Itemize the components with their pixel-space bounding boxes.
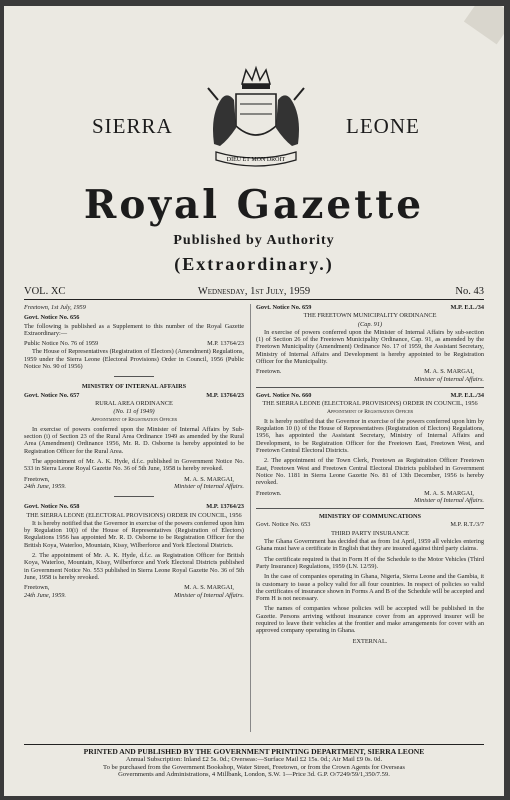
notice-658-para1: It is hereby notified that the Governor in exercise of the powers conferred upon him by Regulation 10(i) of the House of Representatives (Registration of Electors) Regulations 1956 has appointed Mr. R. D. Osborne to be Registration Officer for the British Koya, Waterloo, Mountain, Kissy, Wilberforce and York Electoral Districts. [24, 519, 244, 549]
issue-number: No. 43 [455, 286, 484, 297]
notice-653-para1: The Ghana Government has decided that as from 1st April, 1959 all vehicles entering Ghana must have a certificate in English that they are insured against third party claims. [256, 538, 484, 553]
separator [114, 376, 154, 377]
notice-660-caption: Appointment of Registration Officer [326, 408, 413, 415]
notice-657-para1: In exercise of powers conferred upon the Minister of Internal Affairs by Sub-section (i) of Section 23 of the Rural Area Ordinance 1949 as amended by the Rural Area (Amendment) Ordinance 1956, Mr. R. D. Osborne is hereby appointed to be Registration Officer for the Rural Area. [24, 425, 244, 455]
notice-658-heading: Govt. Notice No. 658 M.P. 13764/23 [24, 503, 244, 511]
volume-number: VOL. XC [24, 286, 66, 297]
footer [24, 744, 484, 779]
notice-657-signature: Freetown, 24th June, 1959. M. A. S. MARGAI, Minister of Internal Affairs. [24, 475, 244, 490]
notice-657-subtitle: (No. 11 of 1949) [113, 408, 155, 416]
notice-656-body: The House of Representatives (Registration of Electors) (Amendment) Regulations, 1959 under the Sierra Leone (Electoral Provisions) Order in Council, 1956 (Public Notice No. 90 of 1956) [24, 348, 244, 371]
coat-of-arms-icon [196, 64, 316, 174]
gazette-page [4, 6, 504, 796]
footer-printer: PRINTED AND PUBLISHED BY THE GOVERNMENT PRINTING DEPARTMENT, SIERRA LEONE [83, 747, 425, 756]
right-column [256, 304, 484, 646]
notice-659-signature: Freetown. M. A. S. MARGAI, Minister of Internal Affairs. [256, 368, 484, 383]
crest-motto: DIEU ET MON DROIT [226, 157, 286, 163]
notice-658-para2: 2. The appointment of Mr. A. K. Hyde, d.f.c. as Registration Officer for British Koya, Waterloo, Mountain, Kissy, Wilberforce and York Electoral Districts published in Government Notice No. 553 published in Sierra Leone Royal Gazette No. 36 of 5th June, 1958 is hereby revoked. [24, 552, 244, 581]
gazette-edition: (Extraordinary.) [174, 254, 334, 274]
notice-658-title: THE SIERRA LEONE (ELECTORAL PROVISIONS) ORDER IN COUNCIL, 1956 [26, 511, 242, 519]
notice-660-para2: 2. The appointment of the Town Clerk, Freetown as Registration Officer Freetown East, Freetown West and Freetown Central Electoral Districts published in Government Notice No. 1181 in Sierra Leone Gazette No. 81 of 13th December, 1956 is hereby revoked. [256, 457, 484, 487]
notice-656-public-notice: Public Notice No. 76 of 1959 M.P. 13764/23 [24, 340, 244, 348]
separator [114, 496, 154, 497]
notice-656-place-date: Freetown, 1st July, 1959 [24, 304, 86, 311]
issue-date: Wednesday, 1st July, 1959 [197, 286, 311, 297]
header-country-right: LEONE [346, 114, 420, 138]
ministry-communications-heading: MINISTRY OF COMMUNCATIONS [318, 513, 422, 521]
notice-659-heading: Govt. Notice No. 659 M.P. E.L./34 [256, 304, 484, 311]
notice-658-signature: Freetown, 24th June, 1959. M. A. S. MARGAI, Minister of Internal Affairs. [24, 584, 244, 599]
notice-657-caption: Appointment of Registration Officer [90, 416, 177, 423]
notice-656-intro: The following is published as a Supplement to this number of the Royal Gazette Extraordinary:— [24, 322, 244, 337]
footer-agents: Governments and Administrations, 4 Millbank, London, S.W. 1—Price 3d. G.P. O/7249/59/1,350/7.59. [118, 771, 390, 779]
ministry-heading: MINISTRY OF INTERNAL AFFAIRS [81, 383, 187, 391]
notice-653-para4: The names of companies whose policies will be accepted will be published in the Gazette. Persons arriving without insurance cover from an approved insurer will be required to leave their vehicles at the frontier and make arrangements for cover with an approved company operating in Ghana. [256, 605, 484, 635]
page-fold-corner [464, 6, 504, 44]
notice-660-signature: Freetown. M. A. S. MARGAI, Minister of Internal Affairs. [256, 489, 484, 504]
column-divider [250, 304, 251, 732]
footer-purchase: To be purchased from the Government Bookshop, Water Street, Freetown, or from the Crown Agents for Overseas [103, 763, 405, 771]
footer-subscription: Annual Subscription: Inland £2 5s. 0d.; Overseas:—Surface Mail £2 15s. 0d.; Air Mail £9 0s. 0d. [125, 755, 383, 763]
issue-line [24, 286, 484, 300]
separator [256, 387, 484, 388]
header-country-left: SIERRA [92, 114, 173, 138]
notice-659-subtitle: (Cap. 91) [357, 320, 383, 328]
left-column [24, 304, 244, 602]
notice-656-heading: Govt. Notice No. 656 [24, 314, 80, 322]
notice-653-para2: The certificate required is that in Form H of the Schedule to the Motor Vehicles (Third Party Insurance) Regulations, 1959 (LN. 12/59). [256, 555, 484, 570]
notice-653-heading: Govt. Notice No. 653 M.P. R.T./3/7 [256, 521, 484, 529]
notice-653-signoff: EXTERNAL. [352, 637, 388, 645]
gazette-subtitle: Published by Authority [173, 233, 335, 248]
notice-660-title: THE SIERRA LEONE (ELECTORAL PROVISIONS) ORDER IN COUNCIL, 1956 [262, 400, 478, 408]
notice-653-para3: In the case of companies operating in Ghana, Nigeria, Sierra Leone and the Gambia, it is customary to issue a policy valid for all four countries. In respect of policies so valid the certificates of insurance shown in Forms A and B of the Schedule will be accepted and Form H is not necessary. [256, 573, 484, 603]
separator [256, 508, 484, 509]
notice-657-heading: Govt. Notice No. 657 M.P. 13764/23 [24, 391, 244, 399]
notice-660-heading: Govt. Notice No. 660 M.P. E.L./34 [256, 391, 484, 399]
gazette-title: Royal Gazette [83, 182, 425, 228]
notice-653-title: THIRD PARTY INSURANCE [331, 529, 409, 537]
notice-659-body: In exercise of powers conferred upon the Minister of Internal Affairs by sub-section (1) of Section 26 of the Freetown Municipality Ordinance, Cap. 91, as amended by the Freetown Municipality (Amendment) Ordinance No. 17 of 1959, the Assistant Secretary, Ministry of Internal Affairs and Development is hereby appointed to be Registration Officer for the Municipality. [256, 328, 484, 366]
notice-657-para2: The appointment of Mr. A. K. Hyde, d.f.c. published in Government Notice No. 533 in Sierra Leone Royal Gazette No. 36 of 5th June, 1958 is hereby revoked. [24, 458, 244, 473]
notice-657-title: RURAL AREA ORDINANCE [95, 399, 173, 407]
notice-660-para1: It is hereby notified that the Governor in exercise of the powers conferred upon him by Regulation 10 (i) of the House of Representatives (Registration of Electors) Regulations, 1956, has appointed the Assistant Secretary, Ministry of Internal Affairs and Development, to be Registration Officer for the Freetown East, Freetown West, and Freetown Central Electoral Districts. [256, 417, 484, 455]
notice-659-title: THE FREETOWN MUNICIPALITY ORDINANCE [303, 312, 437, 320]
